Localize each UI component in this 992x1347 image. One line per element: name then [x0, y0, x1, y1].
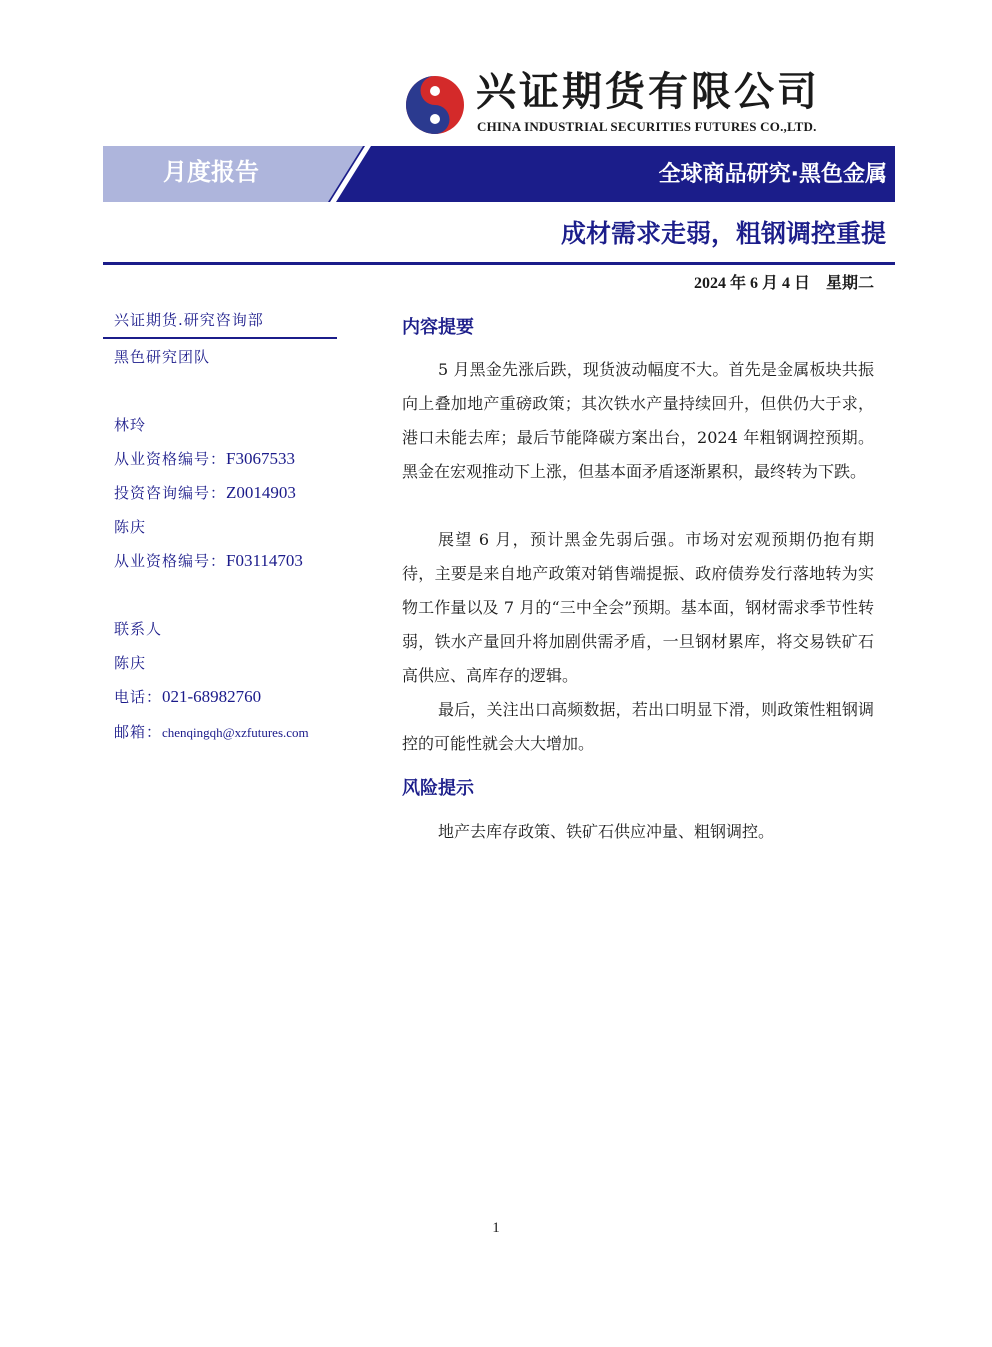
risk-text: 地产去库存政策、铁矿石供应冲量、粗钢调控。 — [438, 822, 775, 841]
risk-heading: 风险提示 — [402, 778, 474, 799]
contact-name: 陈庆 — [114, 654, 147, 672]
contact-email — [114, 720, 309, 745]
phone-label: 电话： — [114, 688, 163, 706]
analyst2-license — [114, 549, 303, 573]
analyst1-name: 林玲 — [114, 416, 147, 434]
license-number: F3067533 — [226, 449, 295, 468]
invest-label: 投资咨询编号： — [114, 484, 227, 502]
license-label: 从业资格编号： — [114, 552, 227, 570]
analyst2-name: 陈庆 — [114, 518, 147, 536]
report-type-label: 月度报告 — [163, 158, 259, 186]
license-label: 从业资格编号： — [114, 450, 227, 468]
invest-number: Z0014903 — [226, 483, 296, 502]
report-date: 2024 年 6 月 4 日 星期二 — [693, 275, 874, 292]
email-label: 邮箱： — [114, 723, 163, 741]
company-logo-icon — [404, 74, 466, 136]
license-number: F03114703 — [226, 551, 303, 570]
contact-phone — [114, 685, 261, 709]
summary-paragraph-1: 5 月黑金先涨后跌，现货波动幅度不大。首先是金属板块共振向上叠加地产重磅政策；其次铁水产量持续回升，但供仍大于求，港口未能去库；最后节能降碳方案出台，2024 年粗钢调控预期。黑金在宏观推动下上涨，但基本面矛盾逐渐累积，最终转为下跌。 — [402, 360, 874, 481]
page-number: 1 — [492, 1220, 500, 1236]
analyst1-license — [114, 447, 295, 471]
analyst1-invest-license — [114, 481, 296, 505]
title-divider — [103, 262, 895, 265]
company-name-en: CHINA INDUSTRIAL SECURITIES FUTURES CO.,LTD. — [477, 119, 817, 134]
summary-paragraph-3: 最后，关注出口高频数据，若出口明显下滑，则政策性粗钢调控的可能性就会大大增加。 — [402, 700, 874, 753]
email-address[interactable]: chenqingqh@xzfutures.com — [162, 725, 309, 740]
company-name-cn: 兴证期货有限公司 — [476, 69, 820, 115]
department-name: 兴证期货.研究咨询部 — [114, 311, 264, 329]
phone-number: 021-68982760 — [162, 687, 262, 706]
team-name: 黑色研究团队 — [114, 348, 211, 366]
summary-heading: 内容提要 — [402, 317, 474, 338]
report-category: 全球商品研究·黑色金属 — [658, 162, 887, 187]
report-title: 成材需求走弱，粗钢调控重提 — [560, 219, 886, 248]
summary-paragraph-2: 展望 6 月，预计黑金先弱后强。市场对宏观预期仍抱有期待，主要是来自地产政策对销售端提振、政府债券发行落地转为实物工作量以及 7 月的“三中全会”预期。基本面，钢材需求季节性转弱，铁水产量回升将加剧供需矛盾，一旦钢材累库，将交易铁矿石高供应、高库存的逻辑。 — [402, 530, 874, 685]
contact-label: 联系人 — [114, 620, 163, 638]
sidebar-divider — [103, 337, 337, 339]
